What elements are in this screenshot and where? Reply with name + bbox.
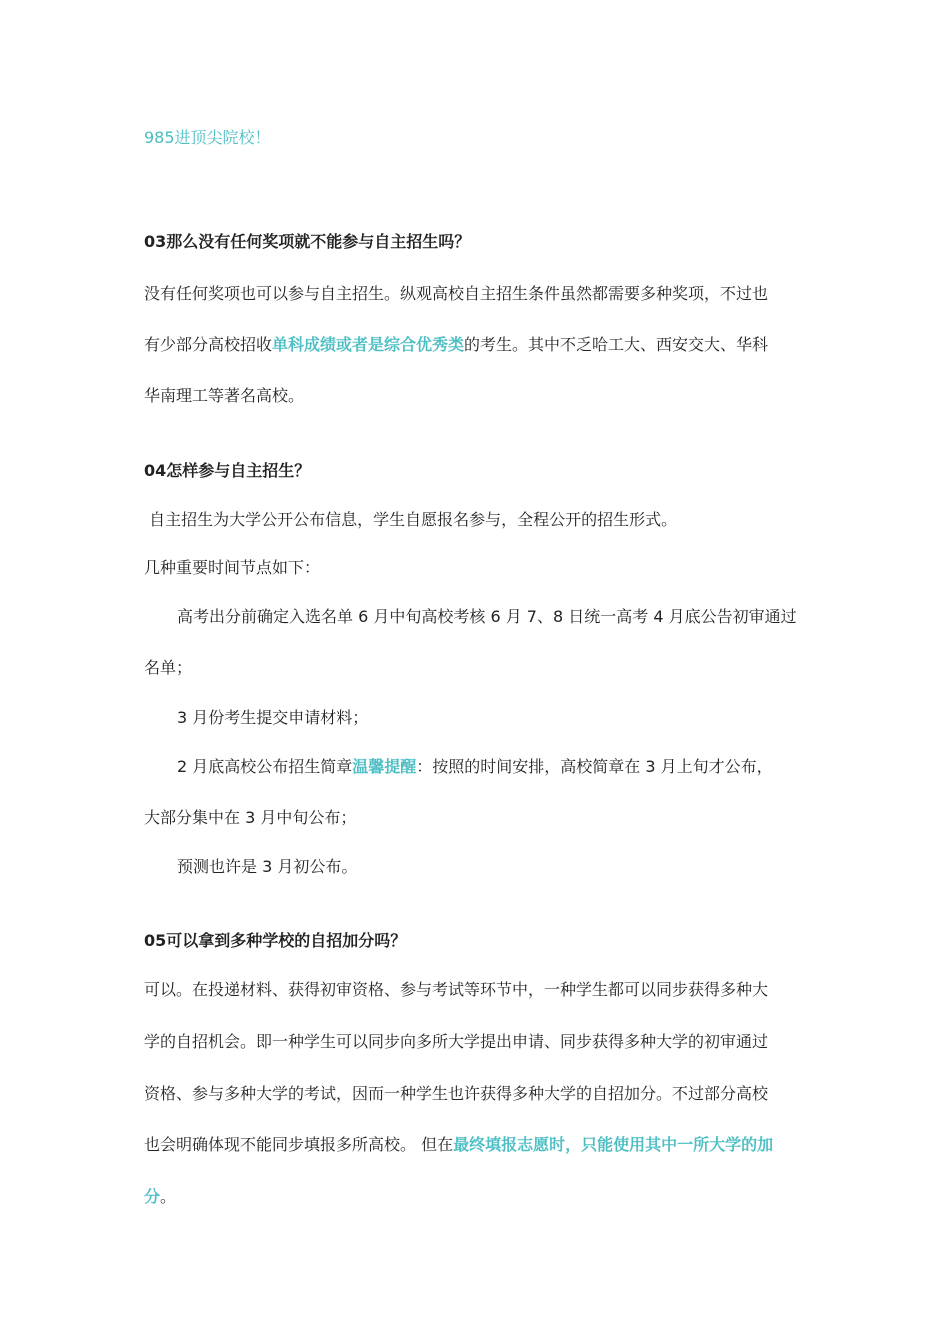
q03-text: 有少部分高校招收 <box>144 335 273 354</box>
q05-text: 。 <box>160 1187 177 1206</box>
q05-paragraph-line-1: 可以。在投递材料、获得初审资格、参与考试等环节中，一种学生都可以同步获得多种大 <box>144 980 769 999</box>
q03-heading: 03那么没有任何奖项就不能参与自主招生吗？ <box>144 232 471 251</box>
q03-paragraph-line-1: 没有任何奖项也可以参与自主招生。纵观高校自主招生条件虽然都需要多种奖项，不过也 <box>144 284 769 303</box>
q05-paragraph-line-3: 资格、参与多种大学的考试，因而一种学生也许获得多种大学的自招加分。不过部分高校 <box>144 1084 769 1103</box>
q05-highlight: 分 <box>144 1187 161 1206</box>
q04-text: ：按照的时间安排，高校简章在 3 月上旬才公布， <box>416 757 773 776</box>
q04-timeline-item-3-cont: 大部分集中在 3 月中旬公布； <box>144 808 357 827</box>
q04-timeline-item-3 <box>177 756 810 778</box>
q04-text: 2 月底高校公布招生简章 <box>177 757 353 776</box>
q03-paragraph-line-2 <box>144 334 810 356</box>
q05-paragraph-line-4 <box>144 1134 810 1156</box>
q04-timeline-item-1: 高考出分前确定入选名单 6 月中旬高校考核 6 月 7、8 日统一高考 4 月底公告初审通过 <box>177 607 797 626</box>
q04-timeline-intro: 几种重要时间节点如下： <box>144 558 321 577</box>
q04-highlight: 温馨提醒 <box>352 757 417 776</box>
q04-heading: 04怎样参与自主招生？ <box>144 461 311 480</box>
q04-intro: 自主招生为大学公开公布信息，学生自愿报名参与，全程公开的招生形式。 <box>144 510 678 529</box>
q04-timeline-item-1-cont: 名单； <box>144 658 193 677</box>
q05-text: 也会明确体现不能同步填报多所高校。 但在 <box>144 1135 454 1154</box>
q05-heading: 05可以拿到多种学校的自招加分吗？ <box>144 931 407 950</box>
q05-highlight: 最终填报志愿时，只能使用其中一所大学的加 <box>453 1135 774 1154</box>
q05-paragraph-line-5 <box>144 1186 810 1208</box>
q04-timeline-item-4: 预测也许是 3 月初公布。 <box>177 857 358 876</box>
q04-timeline-item-2: 3 月份考生提交申请材料； <box>177 708 369 727</box>
q05-paragraph-line-2: 学的自招机会。即一种学生可以同步向多所大学提出申请、同步获得多种大学的初审通过 <box>144 1032 769 1051</box>
q03-highlight: 单科成绩或者是综合优秀类 <box>272 335 465 354</box>
q03-paragraph-line-3: 华南理工等著名高校。 <box>144 386 305 405</box>
q03-text: 的考生。其中不乏哈工大、西安交大、华科 <box>464 335 769 354</box>
top-highlight-line: 985进顶尖院校！ <box>144 128 271 147</box>
